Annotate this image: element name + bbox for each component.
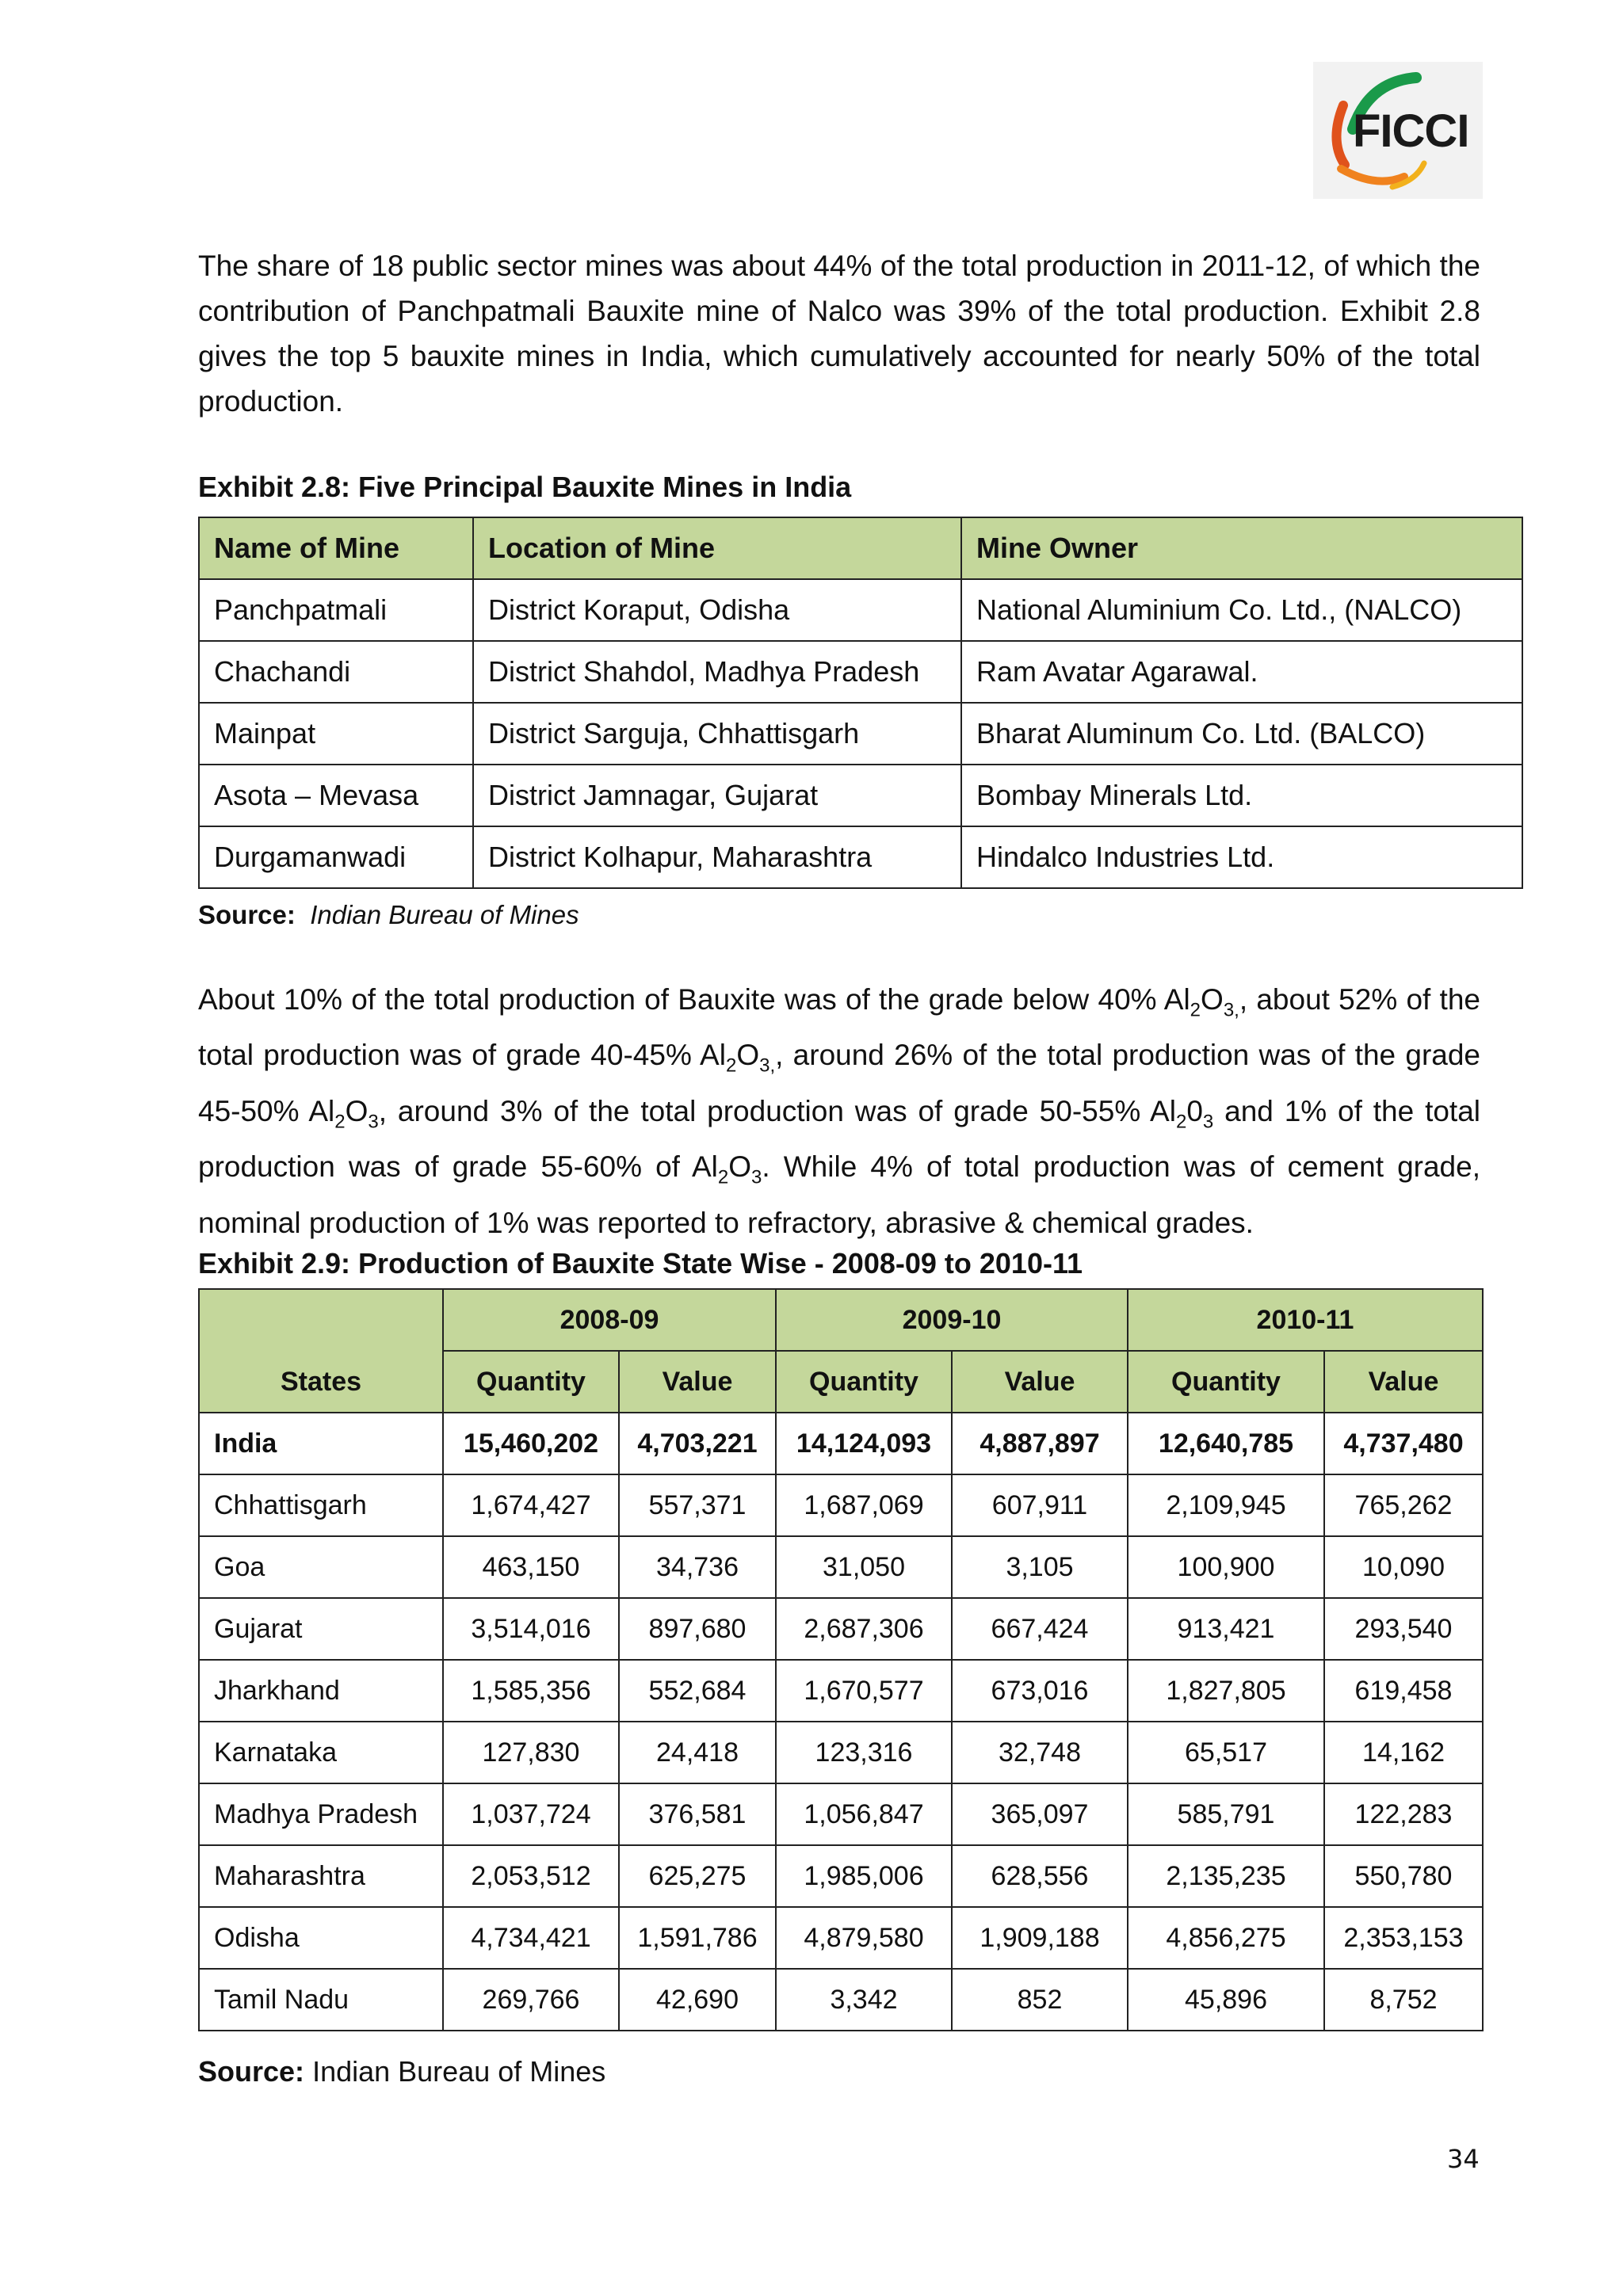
table-row <box>199 1660 1483 1722</box>
quantity-cell: 463,150 <box>443 1536 619 1598</box>
quantity-cell: 1,985,006 <box>776 1845 952 1907</box>
value-cell: 628,556 <box>952 1845 1128 1907</box>
table-row <box>199 1474 1483 1536</box>
state-name: Goa <box>199 1536 443 1598</box>
value-cell: 2,353,153 <box>1324 1907 1483 1969</box>
state-name: Maharashtra <box>199 1845 443 1907</box>
quantity-cell: 3,514,016 <box>443 1598 619 1660</box>
table-row <box>199 1536 1483 1598</box>
header-year: 2008-09 <box>443 1289 776 1351</box>
header-year: 2010-11 <box>1128 1289 1483 1351</box>
state-name: Chhattisgarh <box>199 1474 443 1536</box>
state-name: Jharkhand <box>199 1660 443 1722</box>
value-cell: 550,780 <box>1324 1845 1483 1907</box>
production-table <box>198 1288 1484 2031</box>
value-cell: 607,911 <box>952 1474 1128 1536</box>
quantity-cell: 123,316 <box>776 1722 952 1783</box>
quantity-cell: 1,674,427 <box>443 1474 619 1536</box>
value-cell: 552,684 <box>619 1660 776 1722</box>
state-name: Tamil Nadu <box>199 1969 443 2031</box>
value-cell: 667,424 <box>952 1598 1128 1660</box>
value-cell: 557,371 <box>619 1474 776 1536</box>
value-cell: 365,097 <box>952 1783 1128 1845</box>
exhibit-29-source <box>198 2055 605 2088</box>
table-row <box>199 1598 1483 1660</box>
mine-name: Chachandi <box>199 641 473 703</box>
mine-owner: National Aluminium Co. Ltd., (NALCO) <box>961 579 1522 641</box>
page-number: 34 <box>1447 2144 1480 2174</box>
quantity-cell: 127,830 <box>443 1722 619 1783</box>
value-cell: 34,736 <box>619 1536 776 1598</box>
quantity-cell: 100,900 <box>1128 1536 1324 1598</box>
grade-paragraph: About 10% of the total production of Bauxite was of the grade below 40% $Al_2O_{3,}$, about 52% of the total production was of grade 40-45% $Al_2O_{3,}$, around 26% of the total production was of the grade 45-50% $Al_2O_3$, around 3% of the total production was of grade 50-55% $Al_20_3$ and 1% of the total production was of grade 55-60% of $Al_2O_3$. While 4% of total production was of cement grade, nominal production of 1% was reported to refractory, abrasive & chemical grades. <box>198 983 1481 1239</box>
quantity-cell: 2,109,945 <box>1128 1474 1324 1536</box>
source-label: Source: <box>198 2055 305 2088</box>
quantity-cell: 1,037,724 <box>443 1783 619 1845</box>
header-value: Value <box>1324 1351 1483 1413</box>
header-quantity: Quantity <box>443 1351 619 1413</box>
value-cell: 122,283 <box>1324 1783 1483 1845</box>
header-name: Name of Mine <box>199 517 473 579</box>
quantity-cell: 585,791 <box>1128 1783 1324 1845</box>
header-year: 2009-10 <box>776 1289 1128 1351</box>
exhibit-28-source <box>198 900 579 930</box>
quantity-cell: 913,421 <box>1128 1598 1324 1660</box>
value-cell: 765,262 <box>1324 1474 1483 1536</box>
mine-name: Durgamanwadi <box>199 826 473 888</box>
table-row <box>199 1413 1483 1474</box>
mine-location: District Jamnagar, Gujarat <box>473 765 961 826</box>
mine-owner: Bombay Minerals Ltd. <box>961 765 1522 826</box>
state-name: India <box>199 1413 443 1474</box>
value-cell: 3,105 <box>952 1536 1128 1598</box>
header-value: Value <box>619 1351 776 1413</box>
value-cell: 625,275 <box>619 1845 776 1907</box>
value-cell: 4,737,480 <box>1324 1413 1483 1474</box>
quantity-cell: 1,827,805 <box>1128 1660 1324 1722</box>
table-row <box>199 765 1522 826</box>
table-row <box>199 1845 1483 1907</box>
value-cell: 619,458 <box>1324 1660 1483 1722</box>
table-row <box>199 641 1522 703</box>
header-value: Value <box>952 1351 1128 1413</box>
value-cell: 4,887,897 <box>952 1413 1128 1474</box>
mines-table <box>198 517 1523 889</box>
header-quantity: Quantity <box>1128 1351 1324 1413</box>
mine-owner: Bharat Aluminum Co. Ltd. (BALCO) <box>961 703 1522 765</box>
value-cell: 376,581 <box>619 1783 776 1845</box>
value-cell: 897,680 <box>619 1598 776 1660</box>
state-name: Madhya Pradesh <box>199 1783 443 1845</box>
quantity-cell: 15,460,202 <box>443 1413 619 1474</box>
table-row <box>199 1907 1483 1969</box>
ficci-logo <box>1313 62 1483 199</box>
mine-location: District Kolhapur, Maharashtra <box>473 826 961 888</box>
quantity-cell: 2,135,235 <box>1128 1845 1324 1907</box>
quantity-cell: 1,585,356 <box>443 1660 619 1722</box>
quantity-cell: 14,124,093 <box>776 1413 952 1474</box>
quantity-cell: 65,517 <box>1128 1722 1324 1783</box>
state-name: Gujarat <box>199 1598 443 1660</box>
mine-name: Asota – Mevasa <box>199 765 473 826</box>
header-quantity: Quantity <box>776 1351 952 1413</box>
value-cell: 293,540 <box>1324 1598 1483 1660</box>
header-states: States <box>199 1289 443 1413</box>
value-cell: 24,418 <box>619 1722 776 1783</box>
value-cell: 852 <box>952 1969 1128 2031</box>
quantity-cell: 1,687,069 <box>776 1474 952 1536</box>
quantity-cell: 31,050 <box>776 1536 952 1598</box>
source-label: Source: <box>198 900 296 929</box>
intro-paragraph: The share of 18 public sector mines was about 44% of the total production in 2011-12, of which the contribution of Panchpatmali Bauxite mine of Nalco was 39% of the total production. Exhibit 2.8 gives the top 5 bauxite mines in India, which cumulatively accounted for nearly 50% of the total production. <box>198 250 1480 418</box>
source-text: Indian Bureau of Mines <box>310 900 579 929</box>
quantity-cell: 3,342 <box>776 1969 952 2031</box>
table-row <box>199 703 1522 765</box>
mine-owner: Hindalco Industries Ltd. <box>961 826 1522 888</box>
table-row <box>199 1969 1483 2031</box>
table-row <box>199 826 1522 888</box>
value-cell: 1,591,786 <box>619 1907 776 1969</box>
header-location: Location of Mine <box>473 517 961 579</box>
quantity-cell: 1,670,577 <box>776 1660 952 1722</box>
mine-location: District Shahdol, Madhya Pradesh <box>473 641 961 703</box>
quantity-cell: 4,734,421 <box>443 1907 619 1969</box>
quantity-cell: 4,879,580 <box>776 1907 952 1969</box>
quantity-cell: 269,766 <box>443 1969 619 2031</box>
exhibit-28-title: Exhibit 2.8: Five Principal Bauxite Mines in India <box>198 471 852 503</box>
quantity-cell: 1,056,847 <box>776 1783 952 1845</box>
mine-location: District Koraput, Odisha <box>473 579 961 641</box>
value-cell: 10,090 <box>1324 1536 1483 1598</box>
table-row <box>199 1722 1483 1783</box>
quantity-cell: 45,896 <box>1128 1969 1324 2031</box>
table-row <box>199 579 1522 641</box>
year-header-row <box>199 1289 1483 1351</box>
table-row <box>199 1783 1483 1845</box>
quantity-cell: 2,053,512 <box>443 1845 619 1907</box>
quantity-cell: 2,687,306 <box>776 1598 952 1660</box>
value-cell: 673,016 <box>952 1660 1128 1722</box>
state-name: Karnataka <box>199 1722 443 1783</box>
quantity-cell: 4,856,275 <box>1128 1907 1324 1969</box>
value-cell: 1,909,188 <box>952 1907 1128 1969</box>
value-cell: 14,162 <box>1324 1722 1483 1783</box>
value-cell: 42,690 <box>619 1969 776 2031</box>
mine-name: Mainpat <box>199 703 473 765</box>
mine-name: Panchpatmali <box>199 579 473 641</box>
value-cell: 8,752 <box>1324 1969 1483 2031</box>
value-cell: 32,748 <box>952 1722 1128 1783</box>
source-text: Indian Bureau of Mines <box>312 2055 606 2088</box>
quantity-cell: 12,640,785 <box>1128 1413 1324 1474</box>
logo-text: FICCI <box>1353 105 1469 157</box>
state-name: Odisha <box>199 1907 443 1969</box>
mine-location: District Sarguja, Chhattisgarh <box>473 703 961 765</box>
table-header-row <box>199 517 1522 579</box>
exhibit-29-title: Exhibit 2.9: Production of Bauxite State Wise - 2008-09 to 2010-11 <box>198 1247 1083 1280</box>
value-cell: 4,703,221 <box>619 1413 776 1474</box>
mine-owner: Ram Avatar Agarawal. <box>961 641 1522 703</box>
header-owner: Mine Owner <box>961 517 1522 579</box>
